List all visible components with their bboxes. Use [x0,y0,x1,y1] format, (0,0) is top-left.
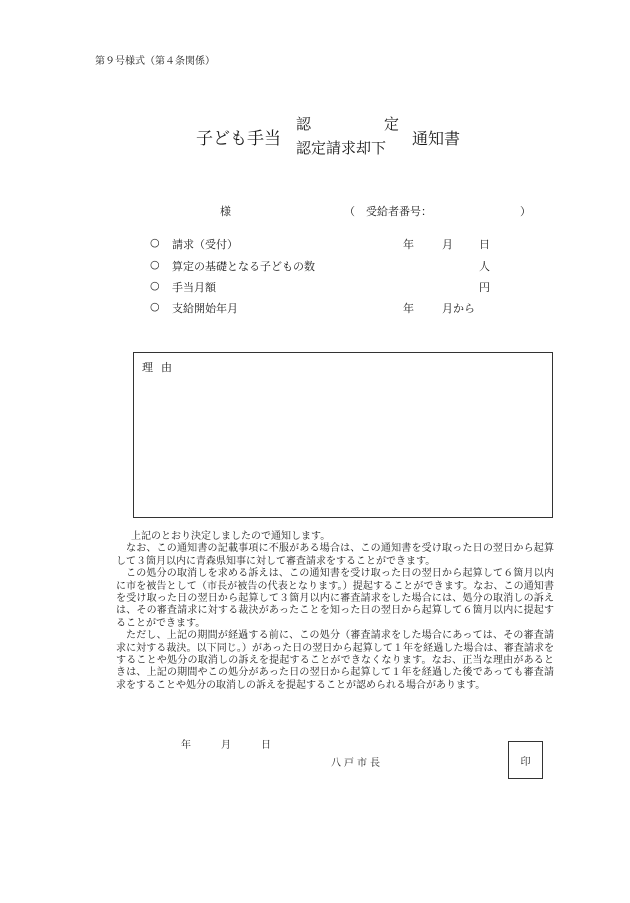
circle-marker: ○ [150,258,160,271]
start-month-unit: 月から [442,302,475,315]
circle-marker: ○ [150,279,160,292]
item-label: 請求（受付） [172,238,238,251]
recipient-number-close: ） [520,205,531,218]
seal-box [508,741,543,779]
start-year-unit: 年 [403,302,414,315]
seal-label: 印 [520,756,531,768]
notice-paragraph: ただし、上記の期間が経過する前に、この処分（審査請求をした場合にあっては、その審査請求に対する裁決。以下同じ。）があった日の翌日から起算して１年を経過した場合は、審査請求をすることや処分の取消しの訴えを提起することができなくなります。なお、正当な理由があるときは、上記の期間やこの処分があった日の翌日から起算して１年を経過した後であっても審査請求をすることや処分の取消しの訴えを提起することが認められる場合があります。 [116,630,554,691]
reason-label: 理由 [142,361,180,374]
form-number: 第９号様式（第４条関係） [95,56,215,67]
title-option-reject: 認定請求却下 [296,139,387,157]
children-unit: 人 [479,260,490,273]
notice-paragraph: なお、この通知書の記載事項に不服がある場合は、この通知書を受け取った日の翌日から起算して３箇月以内に青森県知事に対して審査請求をすることができます。 [116,543,554,567]
item-label: 算定の基礎となる子どもの数 [172,260,315,273]
appeal-notice [116,531,554,692]
title-option-approve-left: 認 [296,115,312,133]
notice-paragraph: この処分の取消しを求める訴えは、この通知書を受け取った日の翌日から起算して６箇月以内に市を被告として（市長が被告の代表となります。）提起することができます。なお、この通知書を受け取った日の翌日から起算して３箇月以内に審査請求をした場合には、処分の取消しの訴えは、その審査請求に対する裁決があったことを知った日の翌日から起算して６箇月以内に提起することができます。 [116,568,554,629]
issue-year-unit: 年 [181,740,191,751]
title-option-approve-right: 定 [384,115,400,133]
notice-paragraph: 上記のとおり決定しましたので通知します。 [131,531,331,542]
circle-marker: ○ [150,236,160,249]
issue-month-unit: 月 [221,740,231,751]
title-prefix: 子ども手当 [196,129,281,149]
yen-unit: 円 [479,281,490,294]
recipient-number-label: （ 受給者番号： [344,205,432,218]
recipient-honorific: 様 [220,205,231,218]
reason-box [133,352,553,518]
issuer-name: 八戸市長 [331,758,383,769]
issue-day-unit: 日 [261,740,271,751]
item-label: 支給開始年月 [172,302,238,315]
claim-day-unit: 日 [479,238,490,251]
title-suffix: 通知書 [412,129,461,148]
item-label: 手当月額 [172,281,216,294]
claim-month-unit: 月 [442,238,453,251]
claim-year-unit: 年 [403,238,414,251]
circle-marker: ○ [150,300,160,313]
